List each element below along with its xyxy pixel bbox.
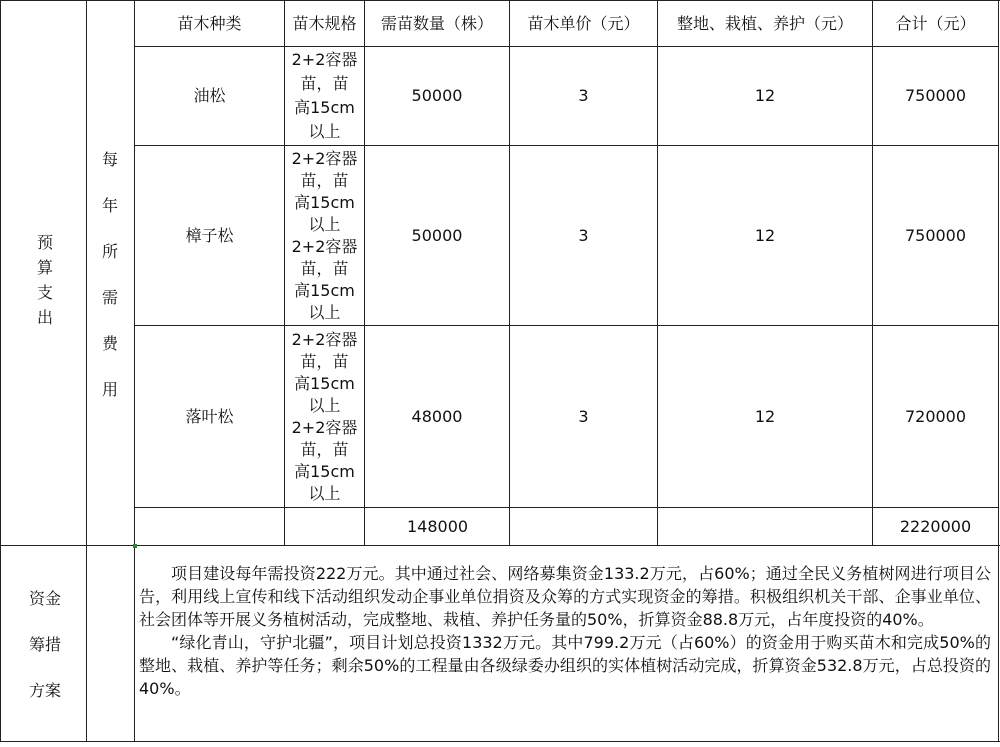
row1-species: 油松 [193,86,226,105]
header-species: 苗木种类 [177,13,242,33]
col-line [86,0,87,742]
cell-marker [133,544,137,548]
header-unit-price: 苗木单价（元） [527,13,640,33]
header-planting-cost: 整地、栽植、养护（元） [676,13,853,33]
spec-line: 2+2容器 [291,329,358,349]
spec-line: 高15cm [294,98,355,117]
spec-line: 苗，苗 [300,170,349,190]
spec-line: 苗，苗 [300,258,349,278]
row3-spec [285,326,364,507]
funding-text [139,562,991,700]
sub-label-yearly-cost [95,140,125,410]
border-left [0,0,1,742]
row1-spec [285,47,364,145]
row3-quantity: 48000 [411,406,463,426]
header-total: 合计（元） [895,13,976,33]
spec-line: 2+2容器 [291,417,358,437]
section-label-text: 预算支出 [36,233,53,327]
row1-planting: 12 [754,86,776,105]
row1-quantity: 50000 [411,86,463,105]
spec-line: 高15cm [294,373,355,393]
border-bottom [0,741,1000,742]
sub-label-text: 每年所需费用 [101,150,118,399]
spec-line: 苗，苗 [300,74,349,93]
row2-total: 750000 [904,225,967,245]
funding-label [20,575,70,715]
row1-unit-price: 3 [578,86,589,105]
row3-planting: 12 [754,406,776,426]
sum-quantity: 148000 [407,516,469,536]
row1-total: 750000 [904,86,967,105]
spec-line: 2+2容器 [291,236,358,256]
spec-line: 以上 [308,302,341,322]
border-right [998,0,999,742]
funding-paragraph: “绿化青山，守护北疆”，项目计划总投资1332万元。其中799.2万元（占60%）的资金用于购买苗木和完成50%的整地、栽植、养护等任务；剩余50%的工程量由各级绿委办组织的实体植树活动完成，折算资金532.8万元，占总投资的40%。 [139,633,991,698]
row3-species: 落叶松 [185,406,234,426]
spec-line: 苗，苗 [300,351,349,371]
row3-unit-price: 3 [578,406,589,426]
spec-line: 高15cm [294,461,355,481]
header-quantity: 需苗数量（株） [380,13,493,33]
spec-line: 以上 [308,122,341,141]
spec-line: 以上 [308,395,341,415]
spec-line: 高15cm [294,192,355,212]
spec-line: 高15cm [294,280,355,300]
funding-paragraph: 项目建设每年需投资222万元。其中通过社会、网络募集资金133.2万元，占60%；通过全民义务植树网进行项目公告，利用线上宣传和线下活动组织发动企事业单位捐资及众筹的方式实现资金的筹措。积极组织机关干部、企事业单位、社会团体等开展义务植树活动，完成整地、栽植、养护任务量的50%，折算资金88.8万元，占年度投资的40%。 [139,564,991,629]
row3-total: 720000 [904,406,967,426]
sum-total: 2220000 [899,516,972,536]
row2-unit-price: 3 [578,225,589,245]
spec-line: 以上 [308,483,341,503]
section-label-budget [30,200,60,360]
row-line [134,507,999,508]
row2-spec [285,146,364,325]
spec-line: 2+2容器 [291,148,358,168]
spec-line: 苗，苗 [300,439,349,459]
spec-line: 以上 [308,214,341,234]
header-spec: 苗木规格 [292,13,357,33]
row2-quantity: 50000 [411,225,463,245]
funding-label-text: 资金筹措方案 [28,589,61,700]
row2-species: 樟子松 [185,225,234,245]
row-line [0,545,1000,546]
row2-planting: 12 [754,225,776,245]
spec-line: 2+2容器 [291,50,358,69]
